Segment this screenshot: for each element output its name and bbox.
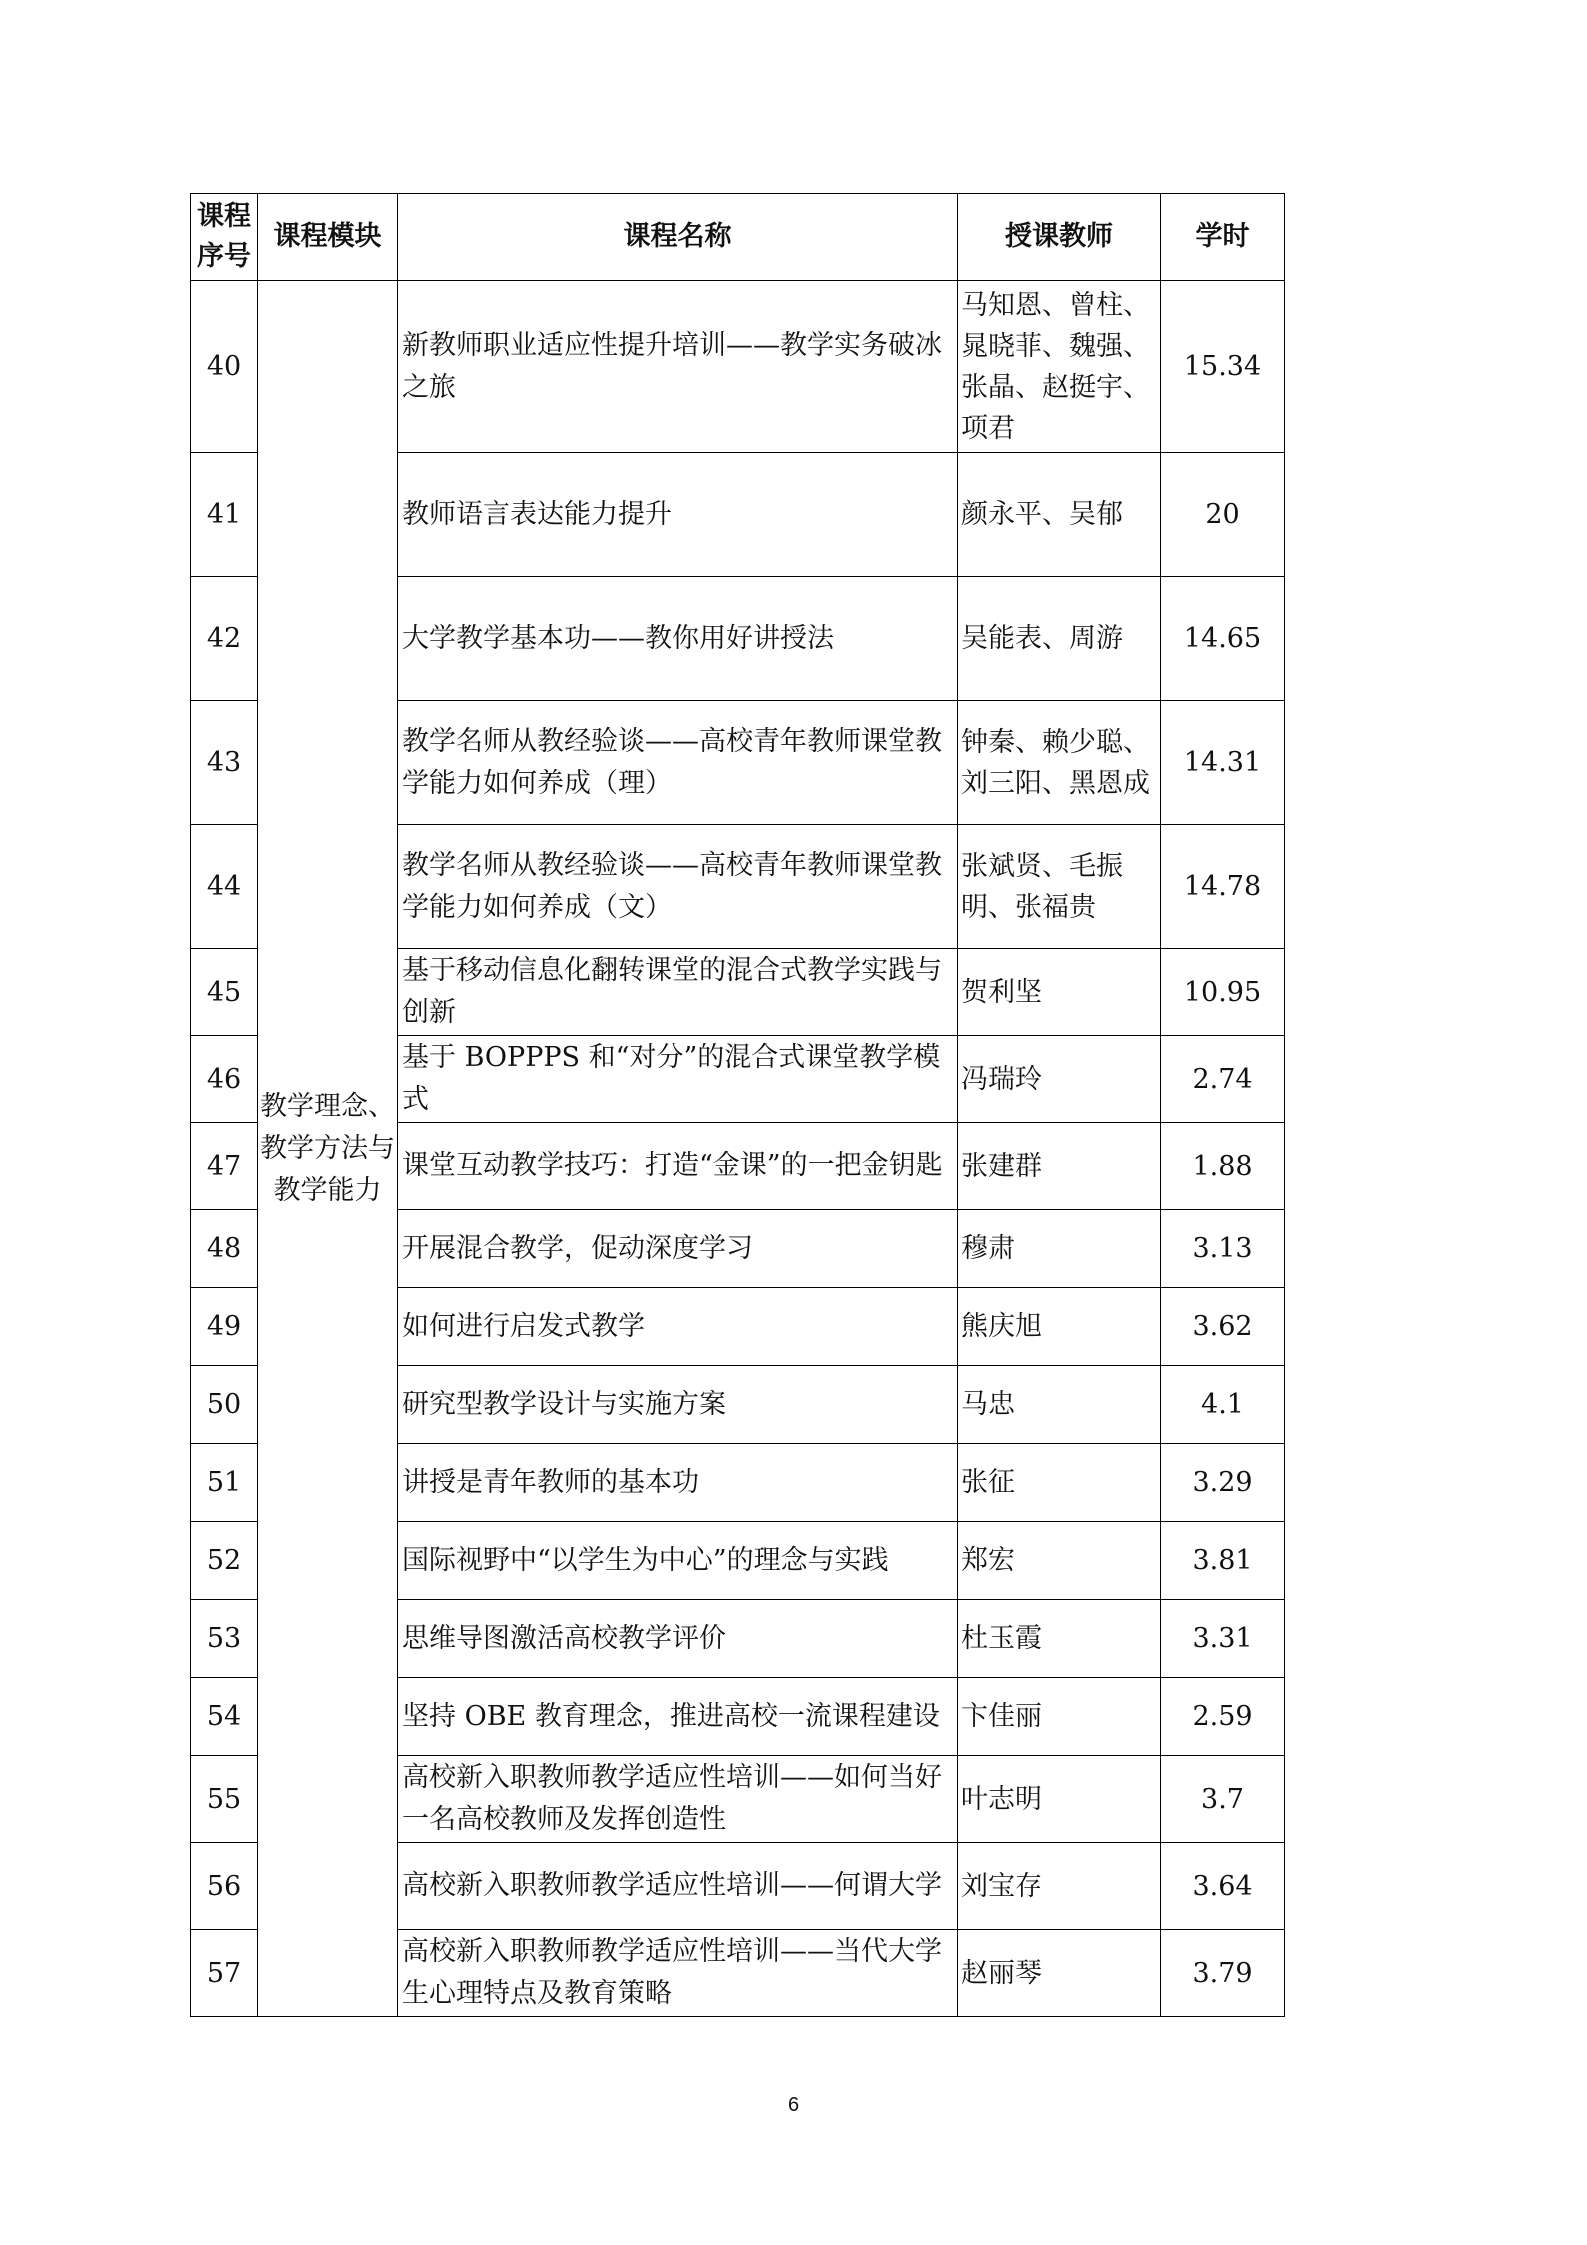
hours-cell: 10.95 bbox=[1161, 949, 1285, 1036]
hours-cell: 2.59 bbox=[1161, 1678, 1285, 1756]
course-name-cell: 高校新入职教师教学适应性培训——当代大学生心理特点及教育策略 bbox=[398, 1930, 958, 2017]
course-number-cell: 42 bbox=[191, 577, 258, 701]
course-table bbox=[190, 193, 1285, 2017]
hours-cell: 3.29 bbox=[1161, 1444, 1285, 1522]
course-name-cell: 思维导图激活高校教学评价 bbox=[398, 1600, 958, 1678]
course-number-cell: 56 bbox=[191, 1843, 258, 1930]
hours-cell: 3.79 bbox=[1161, 1930, 1285, 2017]
hours-cell: 3.7 bbox=[1161, 1756, 1285, 1843]
course-number-cell: 45 bbox=[191, 949, 258, 1036]
instructor-cell: 叶志明 bbox=[958, 1756, 1161, 1843]
hours-cell: 1.88 bbox=[1161, 1123, 1285, 1210]
hours-cell: 3.62 bbox=[1161, 1288, 1285, 1366]
instructor-cell: 吴能表、周游 bbox=[958, 577, 1161, 701]
header-hours: 学时 bbox=[1161, 194, 1285, 281]
hours-cell: 2.74 bbox=[1161, 1036, 1285, 1123]
instructor-cell: 张建群 bbox=[958, 1123, 1161, 1210]
header-instructor: 授课教师 bbox=[958, 194, 1161, 281]
course-number-cell: 57 bbox=[191, 1930, 258, 2017]
course-number-cell: 44 bbox=[191, 825, 258, 949]
instructor-cell: 卞佳丽 bbox=[958, 1678, 1161, 1756]
instructor-cell: 马忠 bbox=[958, 1366, 1161, 1444]
instructor-cell: 熊庆旭 bbox=[958, 1288, 1161, 1366]
header-course-name: 课程名称 bbox=[398, 194, 958, 281]
hours-cell: 3.64 bbox=[1161, 1843, 1285, 1930]
instructor-cell: 张斌贤、毛振明、张福贵 bbox=[958, 825, 1161, 949]
header-row bbox=[191, 194, 1285, 281]
hours-cell: 14.31 bbox=[1161, 701, 1285, 825]
course-name-cell: 开展混合教学，促动深度学习 bbox=[398, 1210, 958, 1288]
hours-cell: 4.1 bbox=[1161, 1366, 1285, 1444]
course-name-cell: 国际视野中“以学生为中心”的理念与实践 bbox=[398, 1522, 958, 1600]
course-name-cell: 课堂互动教学技巧：打造“金课”的一把金钥匙 bbox=[398, 1123, 958, 1210]
course-number-cell: 41 bbox=[191, 453, 258, 577]
hours-cell: 20 bbox=[1161, 453, 1285, 577]
instructor-cell: 刘宝存 bbox=[958, 1843, 1161, 1930]
hours-cell: 3.81 bbox=[1161, 1522, 1285, 1600]
instructor-cell: 颜永平、吴郁 bbox=[958, 453, 1161, 577]
course-name-cell: 教师语言表达能力提升 bbox=[398, 453, 958, 577]
course-name-cell: 高校新入职教师教学适应性培训——何谓大学 bbox=[398, 1843, 958, 1930]
course-name-cell: 研究型教学设计与实施方案 bbox=[398, 1366, 958, 1444]
course-module-cell: 教学理念、教学方法与教学能力 bbox=[258, 281, 398, 2017]
course-number-cell: 46 bbox=[191, 1036, 258, 1123]
course-name-cell: 如何进行启发式教学 bbox=[398, 1288, 958, 1366]
course-number-cell: 47 bbox=[191, 1123, 258, 1210]
course-number-cell: 48 bbox=[191, 1210, 258, 1288]
hours-cell: 3.31 bbox=[1161, 1600, 1285, 1678]
course-name-cell: 基于 BOPPPS 和“对分”的混合式课堂教学模式 bbox=[398, 1036, 958, 1123]
instructor-cell: 钟秦、赖少聪、刘三阳、黑恩成 bbox=[958, 701, 1161, 825]
course-name-cell: 教学名师从教经验谈——高校青年教师课堂教学能力如何养成（文） bbox=[398, 825, 958, 949]
course-name-cell: 坚持 OBE 教育理念，推进高校一流课程建设 bbox=[398, 1678, 958, 1756]
course-name-cell: 教学名师从教经验谈——高校青年教师课堂教学能力如何养成（理） bbox=[398, 701, 958, 825]
course-number-cell: 52 bbox=[191, 1522, 258, 1600]
instructor-cell: 赵丽琴 bbox=[958, 1930, 1161, 2017]
instructor-cell: 马知恩、曾柱、晁晓菲、魏强、张晶、赵挺宇、项君 bbox=[958, 281, 1161, 453]
hours-cell: 3.13 bbox=[1161, 1210, 1285, 1288]
hours-cell: 14.65 bbox=[1161, 577, 1285, 701]
course-number-cell: 53 bbox=[191, 1600, 258, 1678]
instructor-cell: 贺利坚 bbox=[958, 949, 1161, 1036]
course-number-cell: 49 bbox=[191, 1288, 258, 1366]
instructor-cell: 穆肃 bbox=[958, 1210, 1161, 1288]
course-number-cell: 50 bbox=[191, 1366, 258, 1444]
instructor-cell: 郑宏 bbox=[958, 1522, 1161, 1600]
hours-cell: 14.78 bbox=[1161, 825, 1285, 949]
course-number-cell: 54 bbox=[191, 1678, 258, 1756]
header-course-module: 课程模块 bbox=[258, 194, 398, 281]
instructor-cell: 杜玉霞 bbox=[958, 1600, 1161, 1678]
course-number-cell: 51 bbox=[191, 1444, 258, 1522]
course-number-cell: 43 bbox=[191, 701, 258, 825]
course-name-cell: 高校新入职教师教学适应性培训——如何当好一名高校教师及发挥创造性 bbox=[398, 1756, 958, 1843]
course-name-cell: 大学教学基本功——教你用好讲授法 bbox=[398, 577, 958, 701]
course-name-cell: 新教师职业适应性提升培训——教学实务破冰之旅 bbox=[398, 281, 958, 453]
course-name-cell: 基于移动信息化翻转课堂的混合式教学实践与创新 bbox=[398, 949, 958, 1036]
table-row bbox=[191, 281, 1285, 453]
course-number-cell: 55 bbox=[191, 1756, 258, 1843]
instructor-cell: 冯瑞玲 bbox=[958, 1036, 1161, 1123]
course-name-cell: 讲授是青年教师的基本功 bbox=[398, 1444, 958, 1522]
instructor-cell: 张征 bbox=[958, 1444, 1161, 1522]
hours-cell: 15.34 bbox=[1161, 281, 1285, 453]
page-number: 6 bbox=[787, 2094, 800, 2116]
header-course-number: 课程 序号 bbox=[191, 194, 258, 281]
course-number-cell: 40 bbox=[191, 281, 258, 453]
